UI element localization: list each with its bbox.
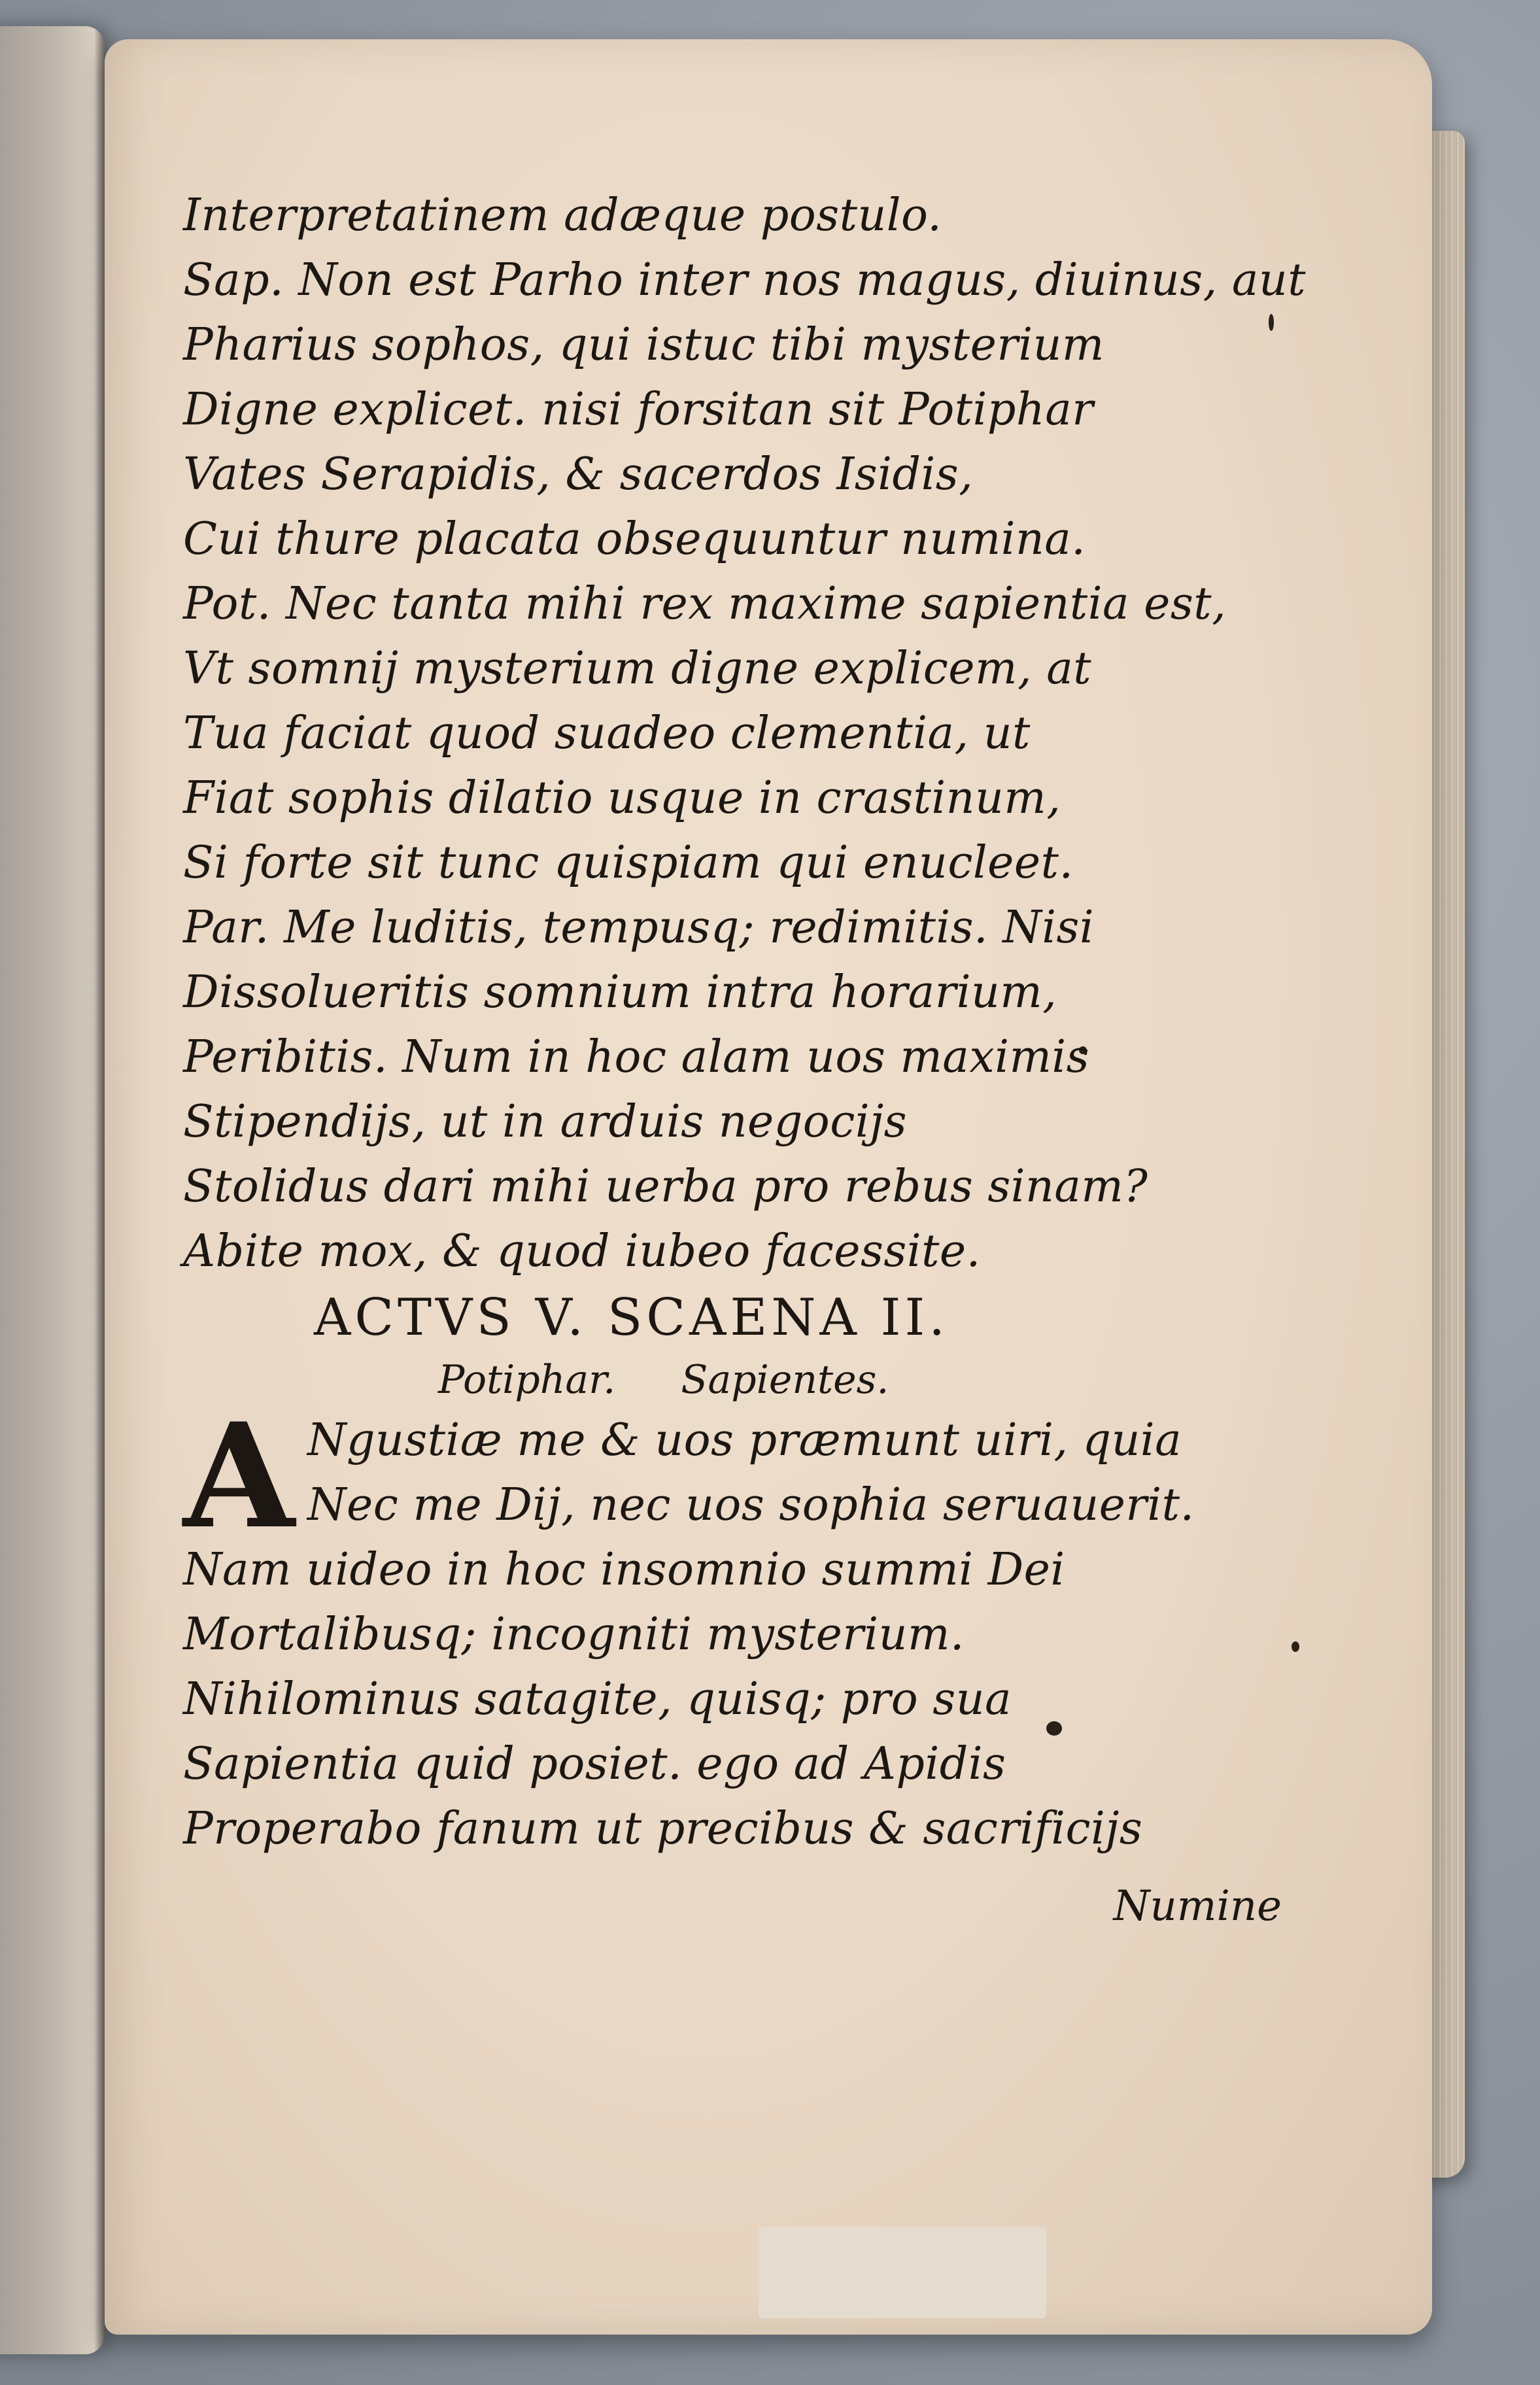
text-line: Vt somnij mysterium digne explicem, at [183,643,1092,695]
page-bottom-patch [759,2227,1046,2318]
text-line: Digne explicet. nisi forsitan sit Potiphar [183,384,1094,436]
speaker-name: Potiphar. [438,1357,616,1403]
text-line: Peribitis. Num in hoc alam uos maximis [183,1031,1090,1083]
text-line: Stolidus dari mihi uerba pro rebus sinam? [183,1161,1148,1212]
text-line: Cui thure placata obsequuntur numina. [183,513,1086,565]
text-line: Sapientia quid posiet. ego ad Apidis [183,1738,1006,1790]
text-line: Fiat sophis dilatio usque in crastinum, [183,772,1061,824]
text-line: Ngustiæ me & uos præmunt uiri, quia [307,1415,1182,1466]
text-block [183,183,1307,1939]
text-line: Nihilominus satagite, quisq; pro sua [183,1673,1012,1725]
text-line: Pharius sophos, qui istuc tibi mysterium [183,319,1104,371]
speaker-list [183,1352,1295,1408]
text-line: Tua faciat quod suadeo clementia, ut [183,708,1031,759]
text-line: Mortalibusq; incogniti mysterium. [183,1609,965,1660]
drop-cap-paragraph [183,1391,1295,1560]
speaker-name: Sapientes. [681,1357,889,1403]
text-line: Vates Serapidis, & sacerdos Isidis, [183,449,974,500]
act-scene-heading: ACTVS V. SCAENA II. [314,1288,950,1347]
text-line: Properabo fanum ut precibus & sacrificijs [183,1803,1143,1855]
text-line: Stipendijs, ut in arduis negocijs [183,1096,908,1148]
text-line: Sap. Non est Parho inter nos magus, diuinus, aut [183,254,1307,306]
text-line: Abite mox, & quod iubeo facessite. [183,1226,981,1277]
text-line: Si forte sit tunc quispiam qui enucleet. [183,837,1074,889]
left-page-edge [0,26,105,2354]
text-line: Nec me Dij, nec uos sophia seruauerit. [307,1479,1195,1531]
text-line: Par. Me luditis, tempusq; redimitis. Nisi [183,902,1095,953]
book-page [105,39,1432,2335]
drop-cap-letter: A [183,1391,295,1560]
text-line: Dissolueritis somnium intra horarium, [183,967,1057,1018]
text-line: Nam uideo in hoc insomnio summi Dei [183,1544,1065,1596]
text-line: Pot. Nec tanta mihi rex maxime sapientia est, [183,578,1227,630]
catchword: Numine [1113,1882,1282,1930]
text-line: Interpretatinem adæque postulo. [183,190,942,241]
